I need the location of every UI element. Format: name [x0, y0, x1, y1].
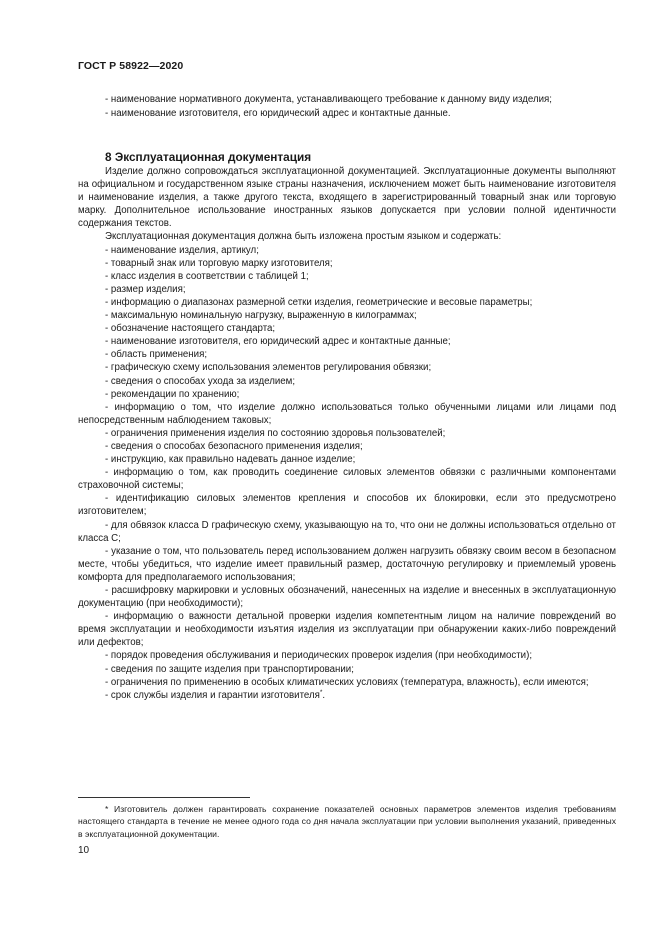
- list-item: - для обвязок класса D графическую схему, указывающую на то, что они не должны использоваться отдельно от класса C;: [78, 519, 616, 544]
- list-item: - идентификацию силовых элементов крепления и способов их блокировки, если это предусмотрено изготовителем;: [78, 493, 616, 518]
- footnote-reference: *: [319, 688, 323, 696]
- page-number: 10: [78, 845, 90, 856]
- list-item: - наименование изделия, артикул;: [105, 244, 259, 256]
- list-item: - информацию о том, как проводить соединение силовых элементов обвязки с различными компонентами страховочной системы;: [78, 467, 616, 492]
- list-item: - информацию о диапазонах размерной сетки изделия, геометрические и весовые параметры;: [105, 296, 533, 308]
- top-list: [78, 93, 616, 120]
- list-item-text: - срок службы изделия и гарантии изготовителя: [105, 689, 320, 701]
- list-item: - сведения о способах безопасного применения изделия;: [105, 440, 363, 452]
- list-item: - размер изделия;: [105, 283, 186, 295]
- section-title: 8 Эксплуатационная документация: [105, 150, 312, 164]
- list-item: - максимальную номинальную нагрузку, выраженную в килограммах;: [105, 310, 417, 322]
- list-item: - класс изделия в соответствии с таблицей 1;: [105, 270, 309, 282]
- list-item: - область применения;: [105, 349, 208, 361]
- footnote-divider: [78, 797, 250, 798]
- list-item: - сведения о способах ухода за изделием;: [105, 375, 296, 387]
- list-item: - инструкцию, как правильно надевать данное изделие;: [105, 454, 356, 466]
- list-item: - ограничения применения изделия по состоянию здоровья пользователей;: [105, 427, 446, 439]
- footnote-text: * Изготовитель должен гарантировать сохранение показателей основных параметров элементов изделия требованиям настоящего стандарта в течение не менее одного года со дня начала эксплуатации при условии выполнения указаний, приведенных в эксплуатационной документации.: [78, 804, 616, 839]
- paragraph: Изделие должно сопровождаться эксплуатационной документацией. Эксплуатационные документы выполняют на официальном и государственном языке страны назначения, исключением может быть наименование изготовителя и наименование изделия, а также другого текста, входящего в зарегистрированный товарный знак или торговую марку. Дополнительное использование иностранных языков допускается при условии полной идентичности содержания текстов.: [78, 166, 616, 230]
- list-item: - сведения по защите изделия при транспортировании;: [105, 663, 354, 675]
- list-item: - расшифровку маркировки и условных обозначений, нанесенных на изделие и внесенных в эксплуатационную документацию (при необходимости);: [78, 585, 616, 610]
- list-item: - товарный знак или торговую марку изготовителя;: [105, 257, 333, 269]
- section-body: [78, 165, 616, 702]
- list-item: - наименование нормативного документа, устанавливающего требование к данному виду изделия;: [105, 94, 552, 105]
- list-item: - информацию о том, что изделие должно использоваться только обученными лицами или лицами под непосредственным наблюдением таковых;: [78, 401, 616, 426]
- page-header: ГОСТ Р 58922—2020: [78, 60, 184, 72]
- list-item: - наименование изготовителя, его юридический адрес и контактные данные;: [105, 336, 451, 348]
- requirements-list: [78, 244, 616, 689]
- list-item: - графическую схему использования элементов регулирования обвязки;: [105, 362, 432, 374]
- list-item: - порядок проведения обслуживания и периодических проверок изделия (при необходимости);: [105, 650, 533, 662]
- list-item-last: - срок службы изделия и гарантии изготовителя*.: [105, 688, 326, 701]
- list-item: - наименование изготовителя, его юридический адрес и контактные данные.: [105, 108, 451, 120]
- paragraph: Эксплуатационная документация должна быть изложена простым языком и содержать:: [105, 231, 502, 243]
- footnote: [78, 803, 616, 840]
- list-item: - обозначение настоящего стандарта;: [105, 323, 276, 335]
- list-item: - указание о том, что пользователь перед использованием должен нагрузить обвязку своим весом в безопасном месте, чтобы убедиться, что изделие имеет правильный размер, достаточную регулировку и приемлемый уровень комфорта для предполагаемого использования;: [78, 545, 616, 583]
- list-item: - информацию о важности детальной проверки изделия компетентным лицом на наличие повреждений во время эксплуатации и необходимости изъятия изделия из эксплуатации при обнаружении каких-либо повреждений или дефектов;: [78, 611, 616, 649]
- list-item: - ограничения по применению в особых климатических условиях (температура, влажность), если имеются;: [105, 676, 589, 688]
- list-item: - рекомендации по хранению;: [105, 388, 240, 400]
